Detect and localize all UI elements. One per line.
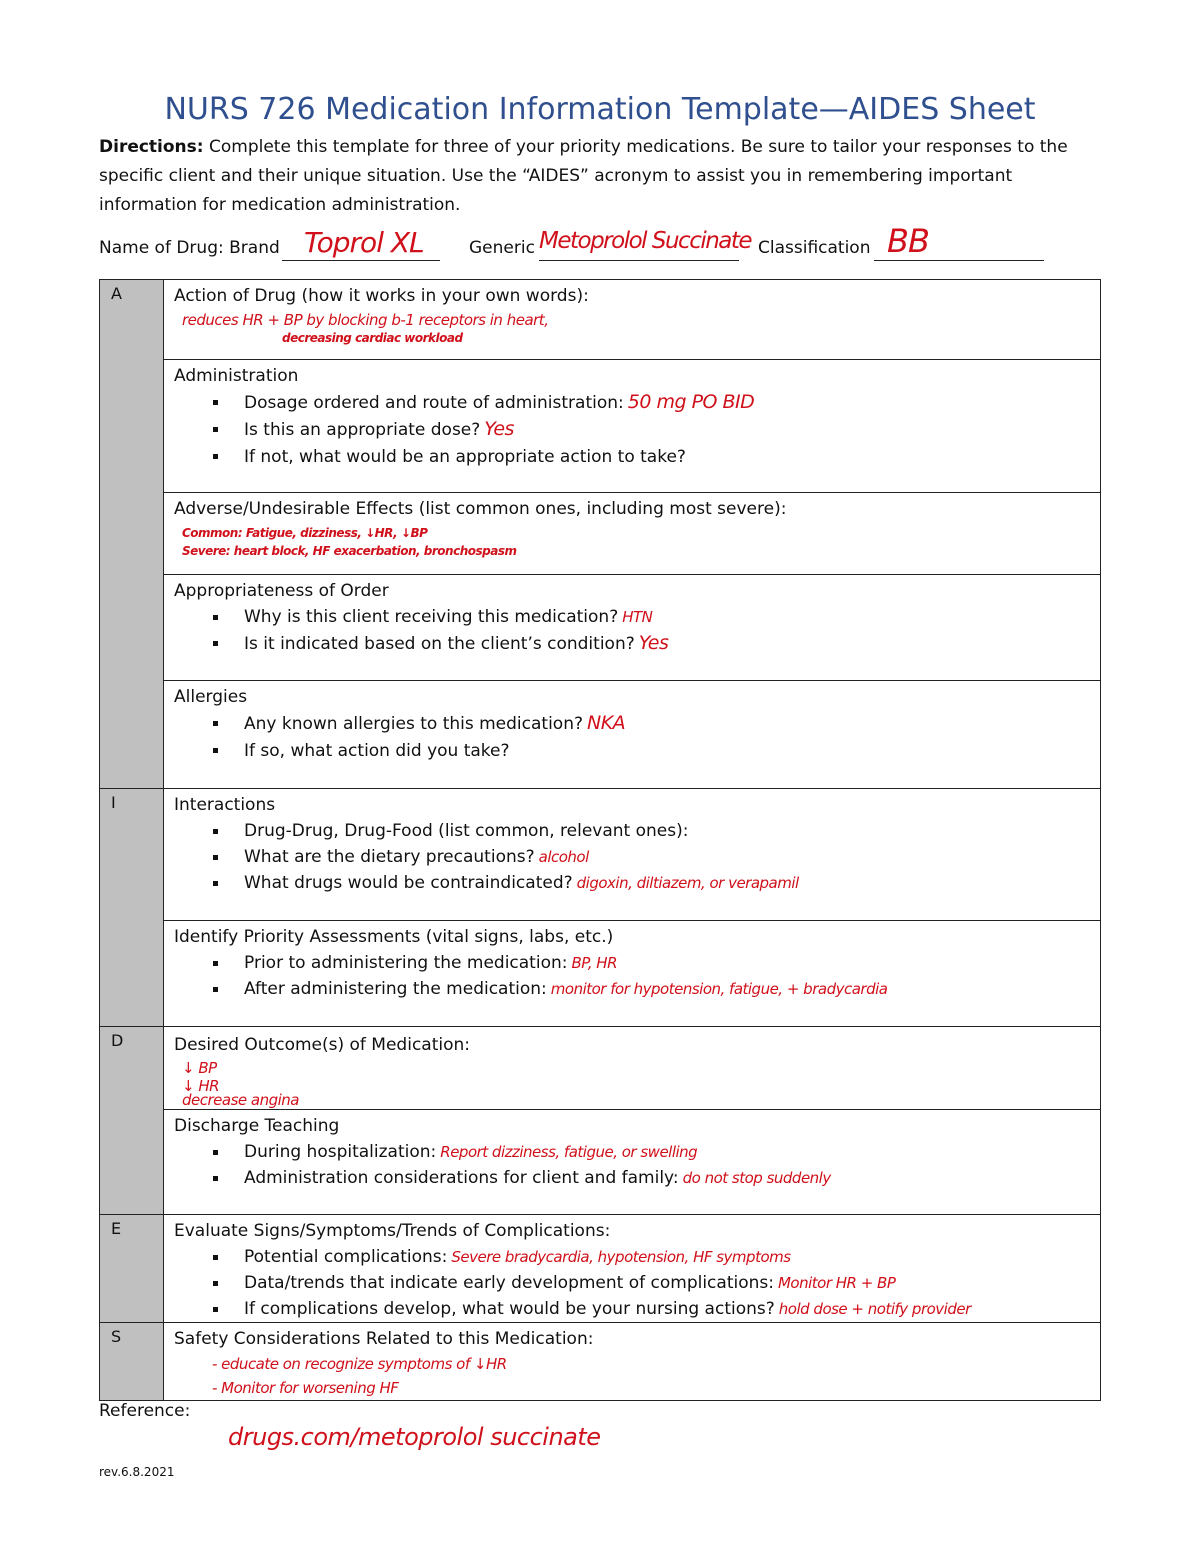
bullet-icon xyxy=(213,1150,218,1155)
interactions-section[interactable] xyxy=(164,789,1101,921)
desired-note-1: ↓ BP xyxy=(182,1059,217,1077)
bullet-label: Administration considerations for client and family: xyxy=(244,1168,679,1188)
list-item xyxy=(174,844,1100,870)
letter-a-cell xyxy=(100,280,164,789)
evaluate-list xyxy=(174,1244,1100,1322)
administration-heading: Administration xyxy=(174,366,299,386)
bullet-icon xyxy=(213,829,218,834)
allergies-section[interactable] xyxy=(164,681,1101,789)
brand-underline xyxy=(282,260,440,261)
list-item xyxy=(174,443,1100,470)
action-note-2: decreasing cardiac workload xyxy=(282,331,463,345)
list-item xyxy=(174,870,1100,896)
appropriateness-list xyxy=(174,604,1100,657)
bullet-label: If not, what would be an appropriate action to take? xyxy=(244,447,686,467)
list-item xyxy=(174,737,1100,764)
desired-outcome-section[interactable] xyxy=(164,1027,1101,1110)
list-item xyxy=(174,710,1100,737)
list-item xyxy=(174,604,1100,630)
aides-table xyxy=(99,279,1101,1401)
adverse-note-common: Common: Fatigue, dizziness, ↓HR, ↓BP xyxy=(182,526,428,540)
safety-section[interactable] xyxy=(164,1323,1101,1401)
interactions-heading: Interactions xyxy=(174,795,276,815)
letter-d: D xyxy=(111,1031,124,1050)
allergies-list xyxy=(174,710,1100,764)
brand-value[interactable]: Toprol XL xyxy=(304,226,424,259)
nursing-actions-answer[interactable]: hold dose + notify provider xyxy=(778,1300,971,1318)
bullet-icon xyxy=(213,961,218,966)
discharge-section[interactable] xyxy=(164,1110,1101,1215)
bullet-icon xyxy=(213,641,218,646)
allergies-answer[interactable]: NKA xyxy=(587,712,626,734)
administration-considerations-answer[interactable]: do not stop suddenly xyxy=(682,1169,831,1187)
bullet-icon xyxy=(213,1255,218,1260)
bullet-label: During hospitalization: xyxy=(244,1142,437,1162)
bullet-label: If so, what action did you take? xyxy=(244,741,510,761)
classification-underline xyxy=(874,260,1044,261)
bullet-icon xyxy=(213,721,218,726)
reference-label: Reference: xyxy=(99,1401,191,1421)
safety-note-1: - educate on recognize symptoms of ↓HR xyxy=(212,1355,507,1373)
desired-heading: Desired Outcome(s) of Medication: xyxy=(174,1035,470,1055)
bullet-label: Potential complications: xyxy=(244,1247,448,1267)
bullet-label: After administering the medication: xyxy=(244,979,547,999)
allergies-heading: Allergies xyxy=(174,687,248,707)
letter-a: A xyxy=(111,284,122,303)
discharge-heading: Discharge Teaching xyxy=(174,1116,340,1136)
generic-underline xyxy=(539,260,739,261)
bullet-label: What are the dietary precautions? xyxy=(244,847,535,867)
bullet-label: Dosage ordered and route of administration: xyxy=(244,393,624,413)
adverse-note-severe: Severe: heart block, HF exacerbation, bronchospasm xyxy=(182,544,517,558)
list-item xyxy=(174,1270,1100,1296)
drug-name-line xyxy=(99,222,1099,268)
desired-note-3: decrease angina xyxy=(182,1091,299,1109)
assessments-list xyxy=(174,950,1100,1002)
reference-value[interactable]: drugs.com/metoprolol succinate xyxy=(228,1423,601,1451)
letter-s: S xyxy=(111,1327,122,1346)
directions-label: Directions: xyxy=(99,137,204,157)
discharge-list xyxy=(174,1139,1100,1191)
bullet-icon xyxy=(213,748,218,753)
bullet-icon xyxy=(213,1281,218,1286)
classification-label: Classification xyxy=(758,238,871,258)
list-item xyxy=(174,1296,1100,1322)
hospitalization-answer[interactable]: Report dizziness, fatigue, or swelling xyxy=(440,1143,698,1161)
classification-value[interactable]: BB xyxy=(887,222,929,260)
assessments-heading: Identify Priority Assessments (vital signs, labs, etc.) xyxy=(174,927,614,947)
generic-value[interactable]: Metoprolol Succinate xyxy=(539,228,752,254)
bullet-icon xyxy=(213,855,218,860)
desired-note-2: ↓ HR xyxy=(182,1077,220,1095)
adverse-heading: Adverse/Undesirable Effects (list common ones, including most severe): xyxy=(174,499,787,519)
bullet-icon xyxy=(213,1176,218,1181)
letter-s-cell xyxy=(100,1323,164,1401)
after-assessment-answer[interactable]: monitor for hypotension, fatigue, + bradycardia xyxy=(550,980,888,998)
bullet-label: Drug-Drug, Drug-Food (list common, relevant ones): xyxy=(244,821,689,841)
bullet-label: Prior to administering the medication: xyxy=(244,953,568,973)
prior-assessment-answer[interactable]: BP, HR xyxy=(571,954,617,972)
bullet-label: Why is this client receiving this medication? xyxy=(244,607,619,627)
data-trends-answer[interactable]: Monitor HR + BP xyxy=(777,1274,896,1292)
revision-label: rev.6.8.2021 xyxy=(99,1465,175,1479)
list-item xyxy=(174,1165,1100,1191)
page-title: NURS 726 Medication Information Template—AIDES Sheet xyxy=(164,92,1036,127)
generic-label: Generic xyxy=(469,238,535,258)
letter-e: E xyxy=(111,1219,122,1238)
contraindicated-answer[interactable]: digoxin, diltiazem, or verapamil xyxy=(576,874,799,892)
bullet-icon xyxy=(213,881,218,886)
dose-appropriate-answer[interactable]: Yes xyxy=(484,418,514,440)
evaluate-heading: Evaluate Signs/Symptoms/Trends of Complications: xyxy=(174,1221,611,1241)
list-item xyxy=(174,976,1100,1002)
bullet-icon xyxy=(213,454,218,459)
letter-d-cell xyxy=(100,1027,164,1215)
potential-complications-answer[interactable]: Severe bradycardia, hypotension, HF symptoms xyxy=(451,1248,791,1266)
evaluate-section[interactable] xyxy=(164,1215,1101,1323)
directions-text: Complete this template for three of your priority medications. Be sure to tailor your responses to the specific client and their unique situation. Use the “AIDES” acronym to assist you in remembering important information for medication administration. xyxy=(99,137,1068,215)
bullet-icon xyxy=(213,427,218,432)
adverse-section[interactable] xyxy=(164,493,1101,575)
bullet-label: Is it indicated based on the client’s condition? xyxy=(244,634,635,654)
bullet-icon xyxy=(213,987,218,992)
list-item xyxy=(174,1244,1100,1270)
bullet-label: Any known allergies to this medication? xyxy=(244,714,583,734)
indicated-answer[interactable]: Yes xyxy=(638,632,669,654)
list-item xyxy=(174,389,1100,416)
safety-heading: Safety Considerations Related to this Medication: xyxy=(174,1329,594,1349)
appropriateness-heading: Appropriateness of Order xyxy=(174,581,389,601)
interactions-list xyxy=(174,818,1100,896)
bullet-label: What drugs would be contraindicated? xyxy=(244,873,573,893)
bullet-icon xyxy=(213,1307,218,1312)
assessments-section[interactable] xyxy=(164,921,1101,1027)
list-item xyxy=(174,818,1100,844)
safety-note-2: - Monitor for worsening HF xyxy=(212,1379,399,1397)
bullet-icon xyxy=(213,400,218,405)
reason-answer[interactable]: HTN xyxy=(622,608,653,626)
bullet-icon xyxy=(213,615,218,620)
list-item xyxy=(174,630,1100,657)
brand-label: Name of Drug: Brand xyxy=(99,238,280,258)
letter-i: I xyxy=(111,793,116,812)
list-item xyxy=(174,416,1100,443)
dietary-answer[interactable]: alcohol xyxy=(538,848,589,866)
list-item xyxy=(174,1139,1100,1165)
dosage-answer[interactable]: 50 mg PO BID xyxy=(627,391,755,413)
action-section[interactable] xyxy=(164,280,1101,360)
letter-i-cell xyxy=(100,789,164,1027)
action-heading: Action of Drug (how it works in your own words): xyxy=(174,286,589,306)
directions-paragraph xyxy=(99,133,1099,220)
list-item xyxy=(174,950,1100,976)
administration-section[interactable] xyxy=(164,360,1101,493)
letter-e-cell xyxy=(100,1215,164,1323)
bullet-label: Is this an appropriate dose? xyxy=(244,420,481,440)
bullet-label: Data/trends that indicate early development of complications: xyxy=(244,1273,774,1293)
action-note-1: reduces HR + BP by blocking b-1 receptors in heart, xyxy=(182,311,549,329)
appropriateness-section[interactable] xyxy=(164,575,1101,681)
bullet-label: If complications develop, what would be your nursing actions? xyxy=(244,1299,775,1319)
administration-list xyxy=(174,389,1100,470)
